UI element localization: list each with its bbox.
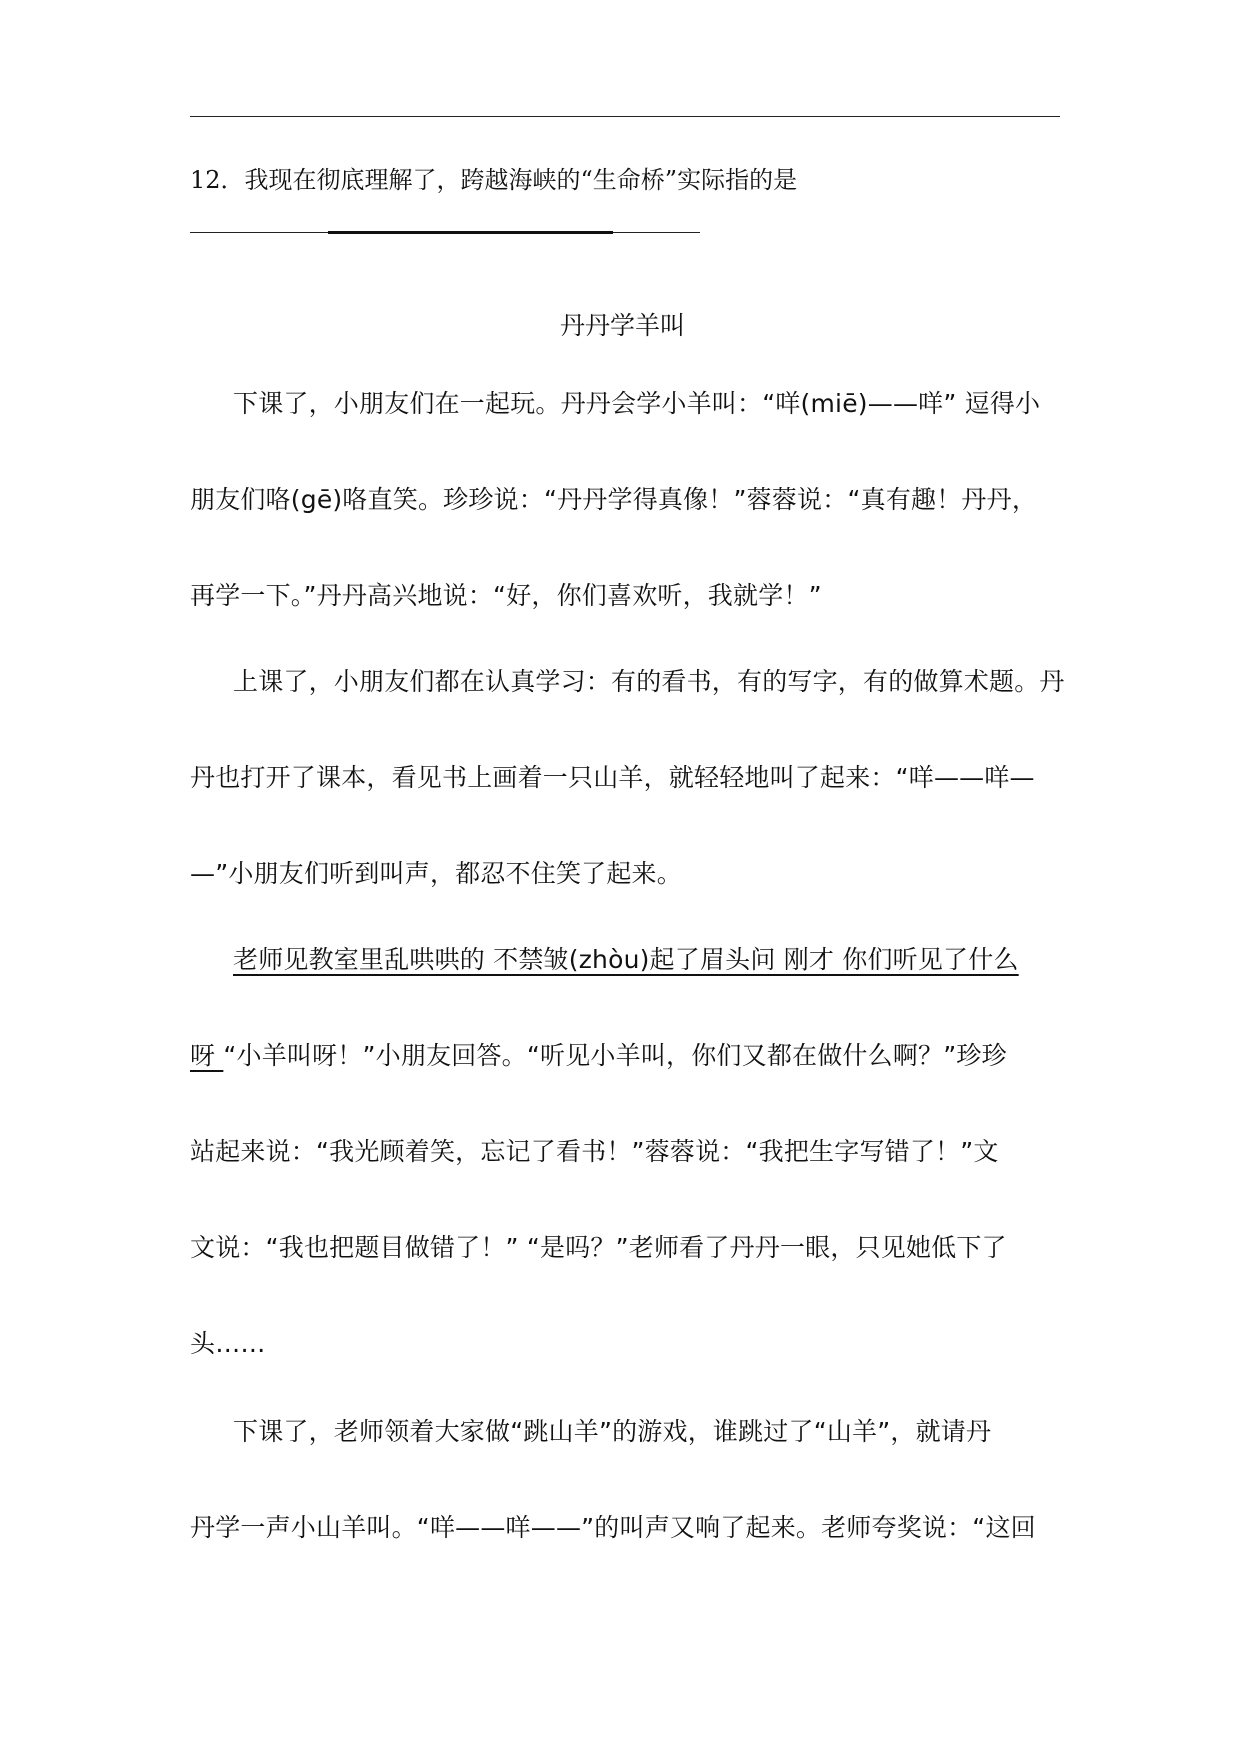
story-line: 头…… [190,1329,266,1358]
story-title: 丹丹学羊叫 [560,311,686,340]
story-line-fragment: “小羊叫呀！”小朋友回答。“听见小羊叫，你们又都在做什么啊？”珍珍 [223,1041,1007,1070]
story-line: 文说：“我也把题目做错了！” “是吗？”老师看了丹丹一眼，只见她低下了 [190,1233,1007,1262]
story-line: 再学一下。”丹丹高兴地说：“好，你们喜欢听，我就学！” [190,581,822,610]
underlined-fragment: 呀 [190,1041,224,1070]
story-line: 站起来说：“我光顾着笑，忘记了看书！”蓉蓉说：“我把生字写错了！”文 [190,1137,999,1166]
story-line: —”小朋友们听到叫声，都忍不住笑了起来。 [190,859,682,888]
story-line: 下课了，老师领着大家做“跳山羊”的游戏，谁跳过了“山羊”，就请丹 [233,1417,992,1446]
story-line: 下课了，小朋友们在一起玩。丹丹会学小羊叫：“咩(miē)——咩” 逗得小 [233,389,1041,418]
top-divider [190,116,1060,117]
story-line-mixed [190,1036,1060,1072]
question-12: 12．我现在彻底理解了，跨越海峡的“生命桥”实际指的是 [190,166,798,194]
story-line: 丹也打开了课本，看见书上画着一只山羊，就轻轻地叫了起来：“咩——咩— [190,763,1035,792]
story-line: 朋友们咯(gē)咯直笑。珍珍说：“丹丹学得真像！”蓉蓉说：“真有趣！丹丹， [190,485,1038,514]
answer-blank-emphasis [328,231,613,234]
story-line: 丹学一声小山羊叫。“咩——咩——”的叫声又响了起来。老师夸奖说：“这回 [190,1513,1036,1542]
story-line-underlined: 老师见教室里乱哄哄的 不禁皱(zhòu)起了眉头问 刚才 你们听见了什么 [233,945,1019,974]
story-line: 上课了，小朋友们都在认真学习：有的看书，有的写字，有的做算术题。丹 [233,667,1065,696]
